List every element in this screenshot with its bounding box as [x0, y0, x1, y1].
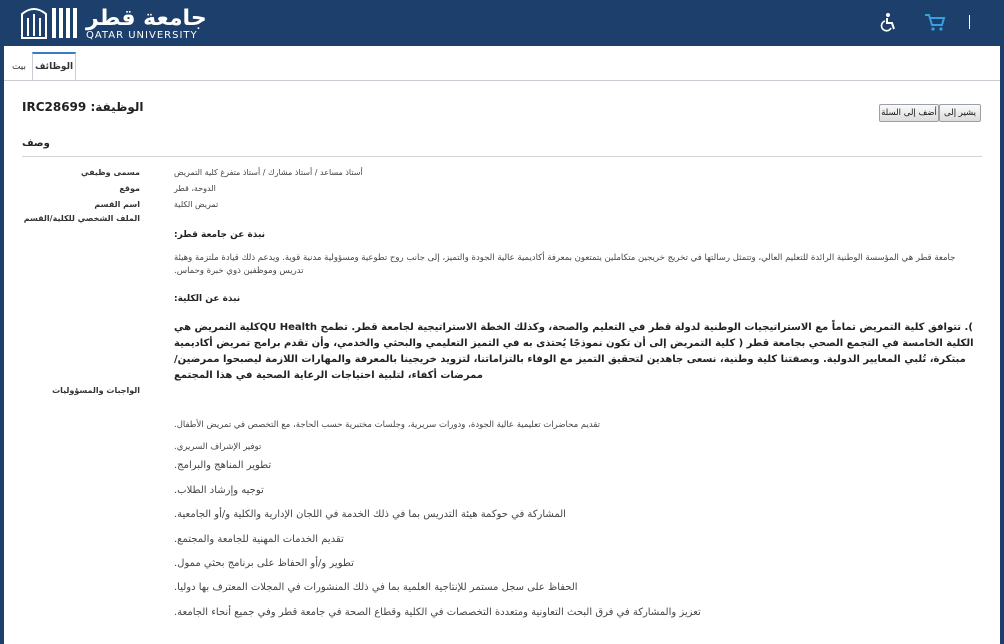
- field-value-department: تمريض الكلية: [174, 200, 219, 209]
- duty-item: تقديم الخدمات المهنية للجامعة والمجتمع.: [174, 534, 344, 545]
- qatar-university-logo-icon: [20, 4, 48, 40]
- field-value-job-title: أستاذ مساعد / أستاذ مشارك / أستاذ متفرغ كلية التمريض: [174, 168, 363, 177]
- cart-icon[interactable]: [924, 12, 946, 32]
- field-label-profile: الملف الشخصي للكلية/القسم: [23, 214, 140, 223]
- about-qu-text: جامعة قطر هي المؤسسة الوطنية الرائدة للتعليم العالي، وتتمثل رسالتها في تخريج خريجين متكاملين يتمتعون بمعرفة أكاديمية عالية الجودة والتميز، إلى جانب روح تطوعية ومسؤولية مدنية قوية. ويدعم ذلك قيادة ملتزمة وهيئة تدريس وموظفين ذوي خبرة وحماس.: [174, 253, 956, 276]
- duties-label: الواجبات والمسؤوليات: [52, 386, 140, 395]
- field-value-location: الدوحة، قطر: [174, 184, 216, 193]
- tab-bar: [4, 46, 1000, 81]
- logo-text-arabic: جامعة قطر: [86, 6, 207, 31]
- duty-item: المشاركة في حوكمة هيئة التدريس بما في ذلك الخدمة في اللجان الإدارية والكلية و/أو الجامعية.: [174, 509, 566, 520]
- field-label-location: موقع: [119, 184, 140, 193]
- duty-item: تطوير و/أو الحفاظ على برنامج بحثي ممول.: [174, 558, 354, 569]
- header-separator: [969, 15, 970, 29]
- duty-item: توفير الإشراف السريري.: [174, 442, 262, 452]
- divider: [22, 156, 982, 157]
- logo-columns-icon: [50, 6, 80, 40]
- about-qu-heading: نبذة عن جامعة قطر:: [174, 230, 266, 240]
- job-title: IRC28699 :الوظيفة: [22, 100, 144, 114]
- tab-jobs[interactable]: الوظائف: [32, 52, 76, 80]
- top-bar: [0, 0, 1004, 46]
- tab-home[interactable]: بيت: [11, 62, 27, 72]
- share-button[interactable]: يشير إلى: [939, 104, 981, 122]
- main-panel: [4, 46, 1000, 644]
- about-college-text: ). تتوافق كلية التمريض تماماً مع الاستراتيجيات الوطنية لدولة قطر في التعليم والصحة، وكذلك الخطة الاستراتيجية لجامعة قطر. تطمح QU Healthكلية التمريض هي الكلية الخامسة في التجمع الصحي بجامعة قطر ( كلية التمريض إلى أن تكون نموذجًا يُحتذى به في التميز التعليمي والبحثي والخدمي، وأن تقدم برامج تمريض أكاديمية مبتكرة، تُلبي المعايير الدولية. وبصفتنا كلية وطنية، نسعى جاهدين لتحقيق التميز مع الوفاء بالتزاماتنا، لتزويد خريجينا بالمعرفة والمهارات اللازمة ليصبحوا ممرضين/ممرضات أكفاء، لتلبية احتياجات الرعاية الصحية في هذا المجتمع: [174, 322, 974, 381]
- logo-text-english: QATAR UNIVERSITY: [86, 30, 198, 41]
- duty-item: تطوير المناهج والبرامج.: [174, 460, 272, 471]
- field-label-department: اسم القسم: [94, 200, 140, 209]
- duty-item: توجيه وإرشاد الطلاب.: [174, 485, 264, 496]
- about-college-heading: نبذة عن الكلية:: [174, 294, 241, 304]
- duty-item: تقديم محاضرات تعليمية عالية الجودة، ودورات سريرية، وجلسات مختبرية حسب الحاجة، مع التخصص في تمريض الأطفال.: [174, 420, 601, 430]
- duty-item: تعزيز والمشاركة في فرق البحث التعاونية ومتعددة التخصصات في الكلية وقطاع الصحة في جامعة قطر وفي جميع أنحاء الجامعة.: [174, 607, 701, 618]
- section-title-description: وصف: [22, 138, 50, 149]
- field-label-job-title: مسمى وظيفي: [81, 168, 140, 177]
- add-to-cart-button[interactable]: أضف إلى السلة: [879, 104, 939, 122]
- accessibility-icon[interactable]: [880, 12, 898, 32]
- duty-item: الحفاظ على سجل مستمر للإنتاجية العلمية بما في ذلك المنشورات في المجلات المعترف بها دوليا.: [174, 582, 578, 593]
